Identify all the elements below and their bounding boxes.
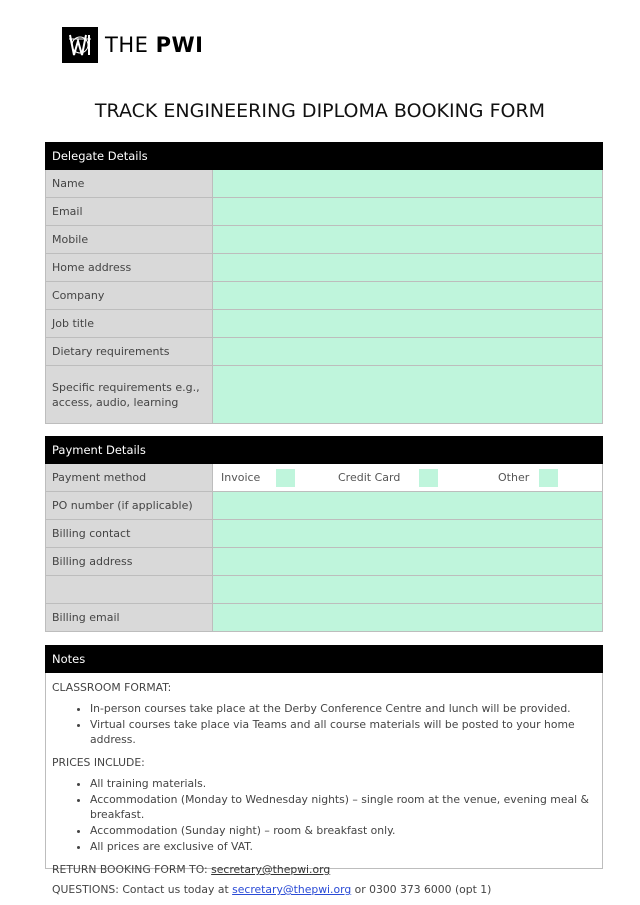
field-label: Dietary requirements [46, 338, 213, 365]
list-item: • All prices are exclusive of VAT. [90, 839, 596, 854]
name-field[interactable] [213, 170, 602, 197]
questions-suffix: or 0300 373 6000 (opt 1) [351, 883, 492, 896]
return-email-link[interactable]: secretary@thepwi.org [211, 863, 331, 876]
classroom-format-heading: CLASSROOM FORMAT: [52, 681, 172, 694]
field-label [46, 576, 213, 603]
credit-card-checkbox[interactable] [419, 469, 438, 487]
field-label: Company [46, 282, 213, 309]
form-row-job-title [45, 310, 603, 338]
form-row-payment-method [45, 464, 603, 492]
field-label: Payment method [46, 464, 213, 491]
billing-contact-field[interactable] [213, 520, 602, 547]
form-row-mobile [45, 226, 603, 254]
form-row-name [45, 170, 603, 198]
delegate-details-header: Delegate Details [45, 142, 603, 170]
field-label: Mobile [46, 226, 213, 253]
classroom-format-list [52, 701, 596, 747]
form-row-specific-requirements [45, 366, 603, 424]
brand-name: THE PWI [105, 33, 204, 57]
field-label: Email [46, 198, 213, 225]
list-item: • Accommodation (Monday to Wednesday nights) – single room at the venue, evening meal & breakfast. [90, 792, 596, 822]
prices-include-heading: PRICES INCLUDE: [52, 756, 145, 769]
field-label: Home address [46, 254, 213, 281]
field-label: Billing address [46, 548, 213, 575]
form-row-dietary [45, 338, 603, 366]
prices-include-list [52, 776, 596, 854]
form-row-email [45, 198, 603, 226]
form-row-po-number [45, 492, 603, 520]
field-label: Job title [46, 310, 213, 337]
option-other-label: Other [498, 471, 530, 484]
form-row-billing-contact [45, 520, 603, 548]
form-row-billing-address-2 [45, 576, 603, 604]
specific-requirements-field[interactable] [213, 366, 602, 423]
list-item: • In-person courses take place at the Derby Conference Centre and lunch will be provided. [90, 701, 596, 716]
dietary-requirements-field[interactable] [213, 338, 602, 365]
page-title: TRACK ENGINEERING DIPLOMA BOOKING FORM [94, 100, 546, 122]
list-item: • Virtual courses take place via Teams and all course materials will be posted to your home address. [90, 717, 596, 747]
form-row-billing-address [45, 548, 603, 576]
po-number-field[interactable] [213, 492, 602, 519]
field-label: Billing contact [46, 520, 213, 547]
billing-address-line2-field[interactable] [213, 576, 602, 603]
list-item: • Accommodation (Sunday night) – room & breakfast only. [90, 823, 596, 838]
company-field[interactable] [213, 282, 602, 309]
notes-section [45, 645, 603, 896]
questions-email-link[interactable]: secretary@thepwi.org [232, 883, 352, 896]
field-label: PO number (if applicable) [46, 492, 213, 519]
field-label: Billing email [46, 604, 213, 631]
questions-prefix: QUESTIONS: Contact us today at [52, 883, 233, 896]
return-prefix: RETURN BOOKING FORM TO: [52, 863, 212, 876]
form-row-home-address [45, 254, 603, 282]
list-item: • All training materials. [90, 776, 596, 791]
payment-method-options [213, 464, 602, 491]
job-title-field[interactable] [213, 310, 602, 337]
notes-body [45, 673, 603, 896]
questions-line [52, 883, 596, 896]
invoice-checkbox[interactable] [276, 469, 295, 487]
form-row-billing-email [45, 604, 603, 632]
billing-address-field[interactable] [213, 548, 602, 575]
form-row-company [45, 282, 603, 310]
delegate-details-section [45, 142, 603, 424]
email-field[interactable] [213, 198, 602, 225]
notes-header: Notes [45, 645, 603, 673]
return-booking-line [52, 863, 596, 876]
other-checkbox[interactable] [539, 469, 558, 487]
payment-details-section [45, 436, 603, 632]
option-invoice-label: Invoice [221, 471, 261, 484]
field-label: Specific requirements e.g., access, audio, learning [46, 366, 213, 423]
option-credit-card-label: Credit Card [338, 471, 401, 484]
billing-email-field[interactable] [213, 604, 602, 631]
mobile-field[interactable] [213, 226, 602, 253]
home-address-field[interactable] [213, 254, 602, 281]
payment-details-header: Payment Details [45, 436, 603, 464]
pwi-logo [62, 27, 203, 63]
pwi-monogram-icon [62, 27, 98, 63]
field-label: Name [46, 170, 213, 197]
